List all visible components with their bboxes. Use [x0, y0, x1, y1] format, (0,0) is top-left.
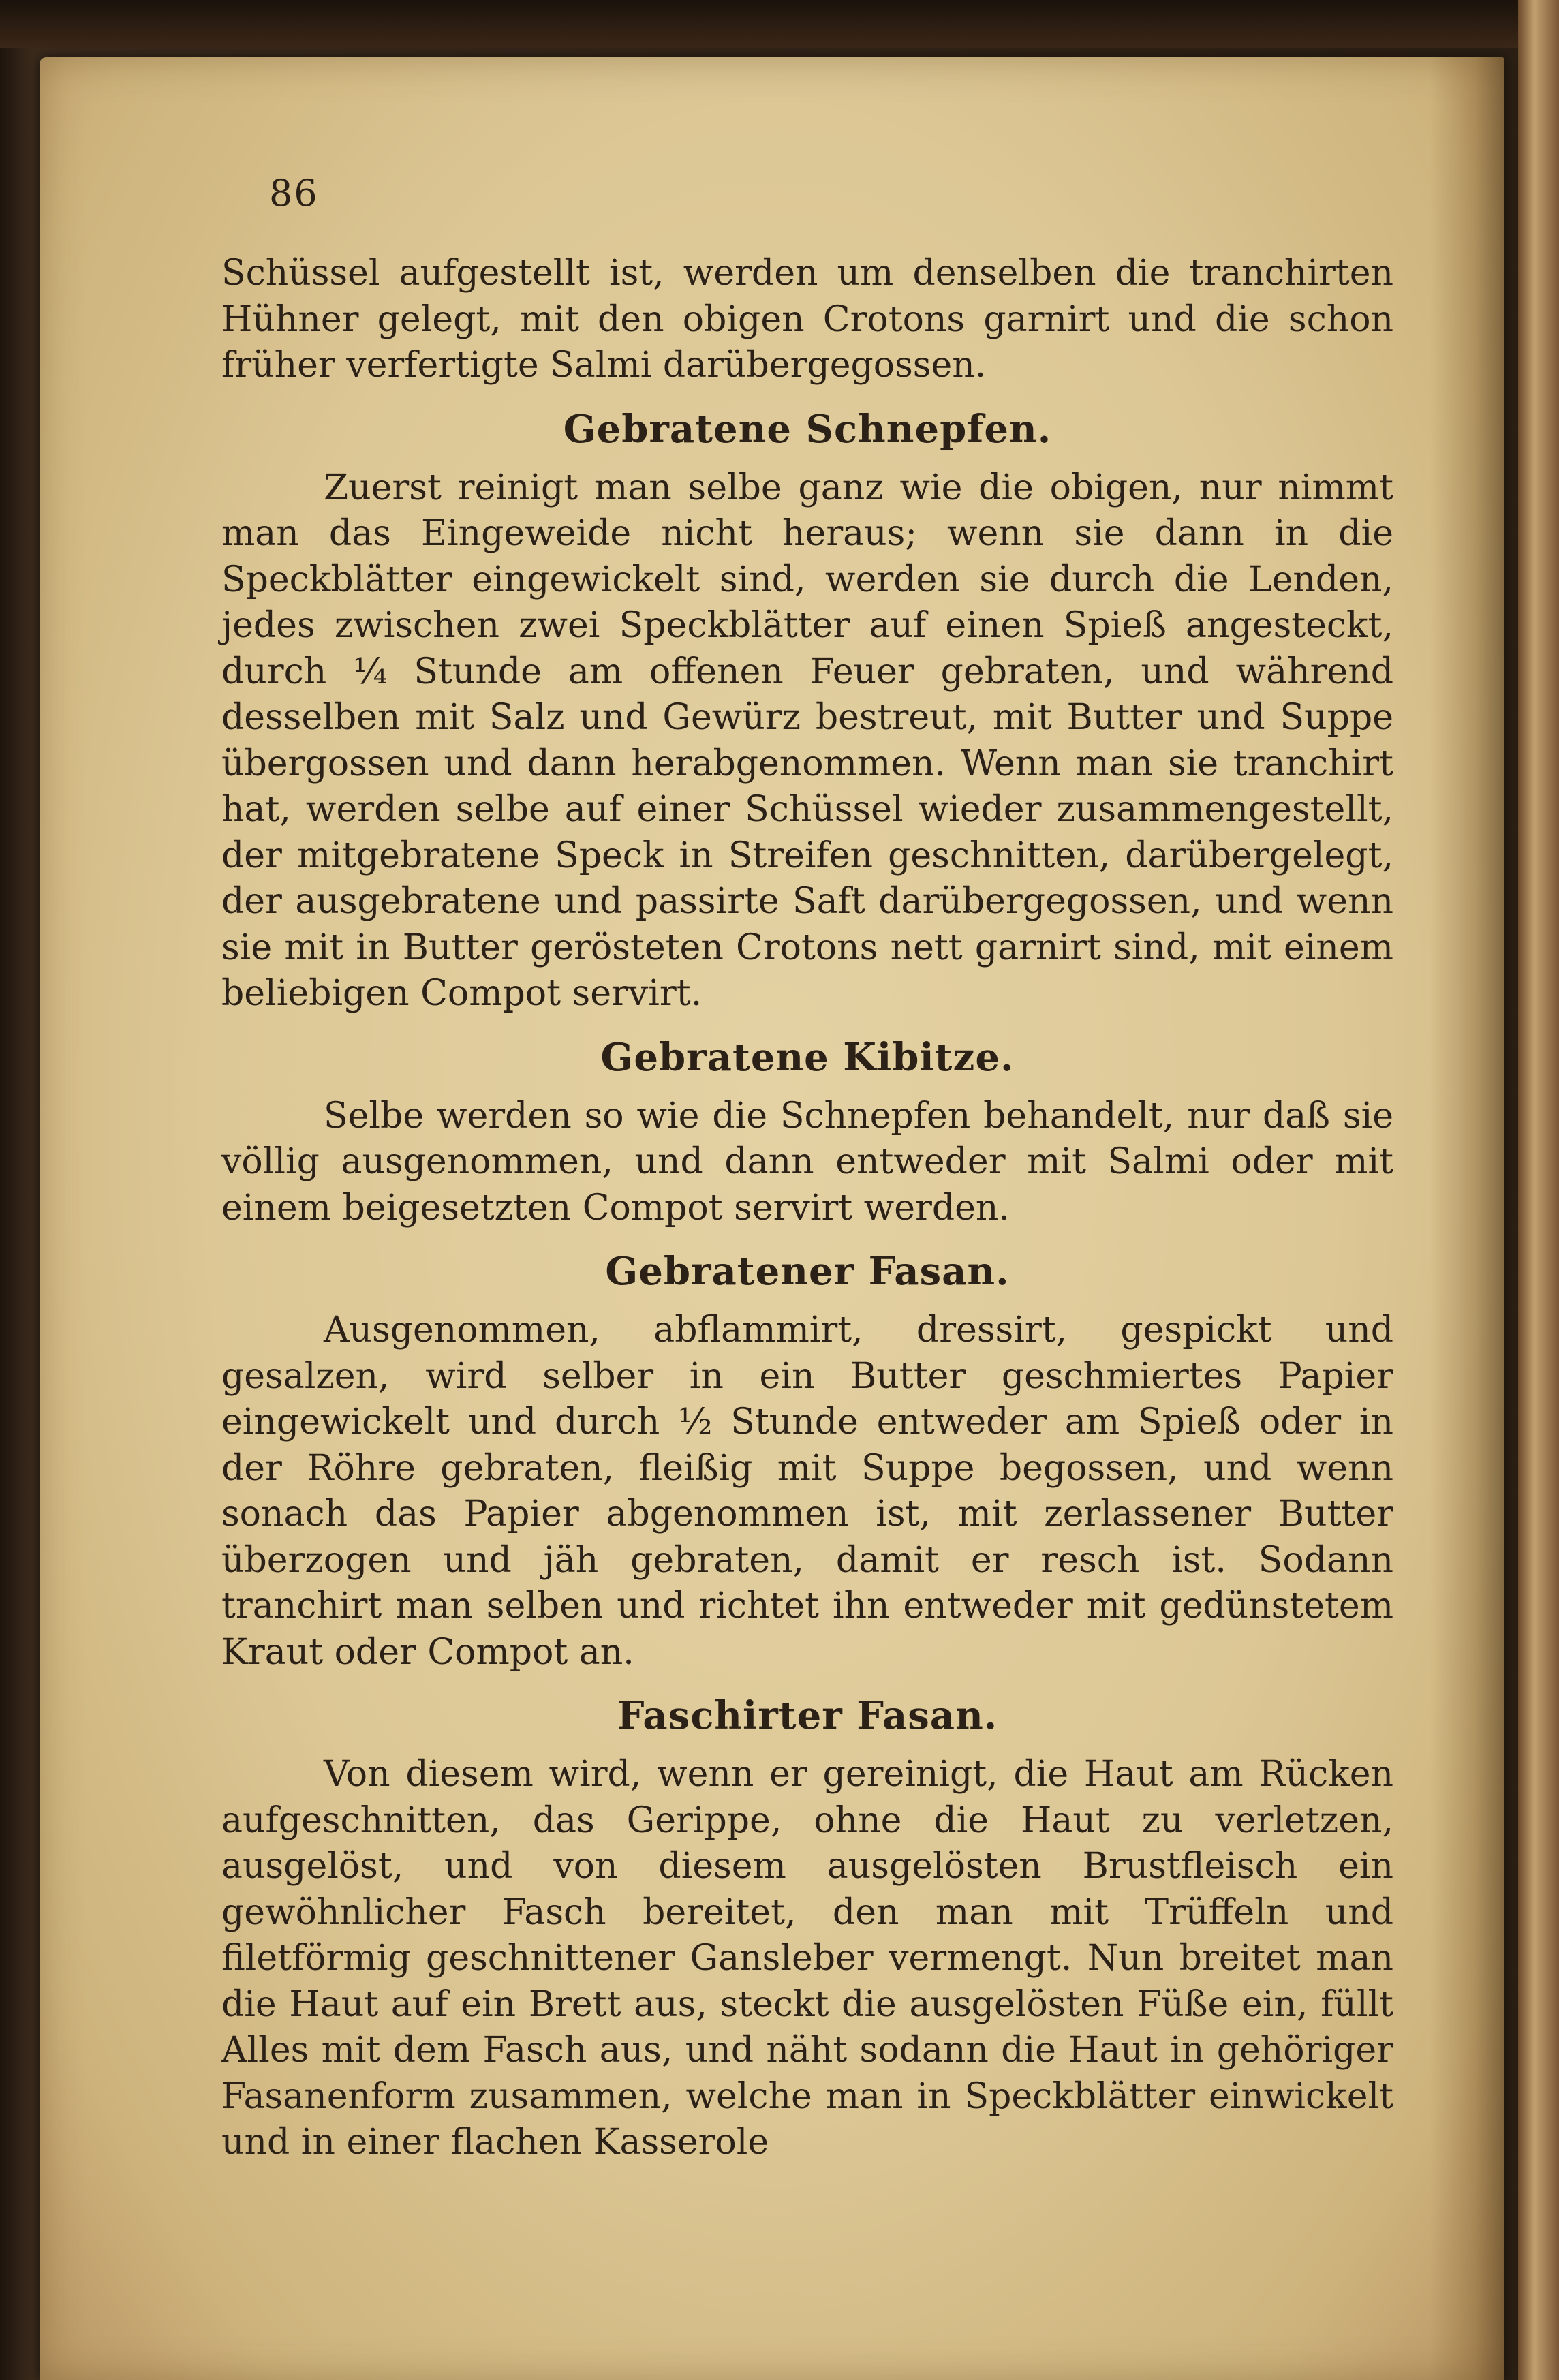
page-number: 86	[269, 172, 319, 215]
scan-background-top	[0, 0, 1559, 48]
heading-faschirter-fasan: Faschirter Fasan.	[617, 1693, 998, 1738]
page-text	[221, 251, 1393, 2166]
heading-gebratener-fasan: Gebratener Fasan.	[605, 1249, 1010, 1294]
heading-gebratene-schnepfen: Gebratene Schnepfen.	[563, 406, 1052, 452]
paragraph-gebratene-schnepfen: Zuerst reinigt man selbe ganz wie die obigen, nur nimmt man das Eingeweide nicht heraus; wenn sie dann in die Speckblätter eingewickelt sind, werden sie durch die Lenden, jedes zwischen zwei Speckblätter auf einen Spieß angesteckt, durch ¼ Stunde am offenen Feuer gebraten, und während desselben mit Salz und Gewürz bestreut, mit Butter und Suppe übergossen und dann herabgenommen. Wenn man sie tranchirt hat, werden selbe auf einer Schüssel wieder zusammengestellt, der mitgebratene Speck in Streifen geschnitten, darübergelegt, der ausgebratene und passirte Saft darübergegossen, und wenn sie mit in Butter gerösteten Crotons nett garnirt sind, mit einem beliebigen Compot servirt.	[221, 467, 1393, 1014]
page-gutter-shadow	[1430, 57, 1504, 2380]
continuation-paragraph: Schüssel aufgestellt ist, werden um denselben die tranchirten Hühner gelegt, mit den obigen Crotons garnirt und die schon früher verfertigte Salmi darübergegossen.	[221, 253, 1393, 386]
paragraph-gebratene-kibitze: Selbe werden so wie die Schnepfen behandelt, nur daß sie völlig ausgenommen, und dann entweder mit Salmi oder mit einem beigesetzten Compot servirt werden.	[221, 1095, 1393, 1228]
facing-page-edge	[1518, 0, 1559, 2380]
paragraph-faschirter-fasan: Von diesem wird, wenn er gereinigt, die Haut am Rücken aufgeschnitten, das Gerippe, ohne die Haut zu verletzen, ausgelöst, und von diesem ausgelösten Brustfleisch ein gewöhnlicher Fasch bereitet, den man mit Trüffeln und filetförmig geschnittener Gansleber vermengt. Nun breitet man die Haut auf ein Brett aus, steckt die ausgelösten Füße ein, füllt Alles mit dem Fasch aus, und näht sodann die Haut in gehöriger Fasanenform zusammen, welche man in Speckblätter einwickelt und in einer flachen Kasserole	[221, 1754, 1393, 2163]
paragraph-gebratener-fasan: Ausgenommen, abflammirt, dressirt, gespickt und gesalzen, wird selber in ein Butter geschmiertes Papier eingewickelt und durch ½ Stunde entweder am Spieß oder in der Röhre gebraten, fleißig mit Suppe begossen, und wenn sonach das Papier abgenommen ist, mit zerlassener Butter überzogen und jäh gebraten, damit er resch ist. Sodann tranchirt man selben und richtet ihn entweder mit gedünstetem Kraut oder Compot an.	[221, 1310, 1393, 1673]
heading-gebratene-kibitze: Gebratene Kibitze.	[600, 1034, 1015, 1080]
